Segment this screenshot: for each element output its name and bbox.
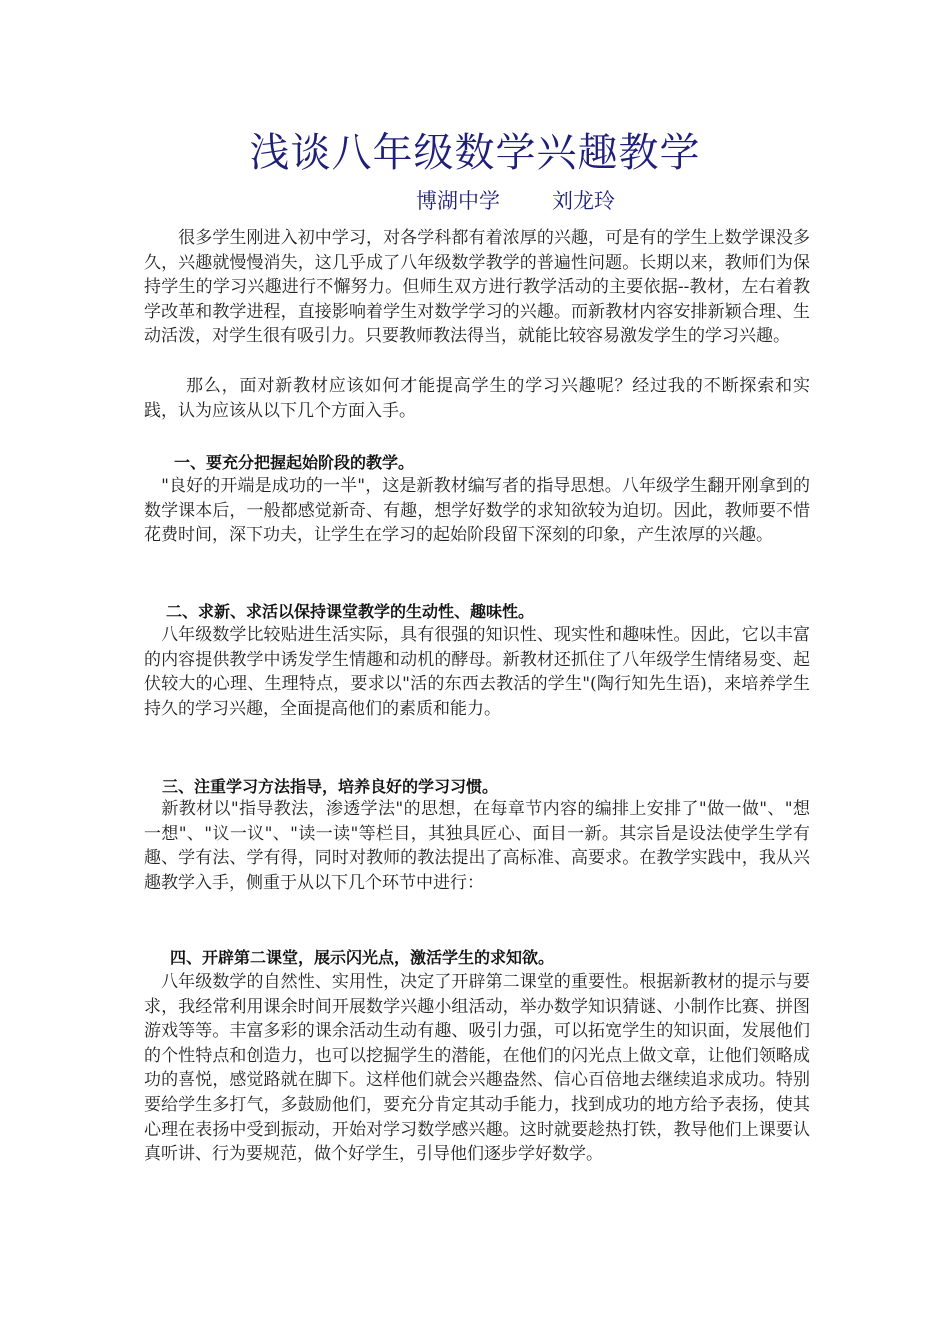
section-4-body: 八年级数学的自然性、实用性，决定了开辟第二课堂的重要性。根据新教材的提示与要求，我经常利用课余时间开展数学兴趣小组活动，举办数学知识猜谜、小制作比赛、拼图游戏等等。丰富多彩的课余活动生动有趣、吸引力强，可以拓宽学生的知识面，发展他们的个性特点和创造力，也可以挖掘学生的潜能，在他们的闪光点上做文章，让他们领略成功的喜悦，感觉路就在脚下。这样他们就会兴趣盎然、信心百倍地去继续追求成功。特别要给学生多打气，多鼓励他们，要充分肯定其动手能力，找到成功的地方给予表扬，使其心理在表扬中受到振动，开始对学习数学感兴趣。这时就要趁热打铁，教导他们上课要认真听讲、行为要规范，做个好学生，引导他们逐步学好数学。 bbox=[144, 972, 810, 1165]
section-1-heading: 一、要充分把握起始阶段的教学。 bbox=[174, 453, 415, 472]
intro-paragraph-2: 那么，面对新教材应该如何才能提高学生的学习兴趣呢？经过我的不断探索和实践，认为应该从以下几个方面入手。 bbox=[144, 376, 810, 421]
section-2-heading: 二、求新、求活以保持课堂教学的生动性、趣味性。 bbox=[166, 602, 535, 621]
intro-paragraph-1: 很多学生刚进入初中学习，对各学科都有着浓厚的兴趣，可是有的学生上数学课没多久，兴趣就慢慢消失，这几乎成了八年级数学教学的普遍性问题。长期以来，教师们为保持学生的学习兴趣进行不懈努力。但师生双方进行教学活动的主要依据--教材，左右着教学改革和教学进程，直接影响着学生对数学学习的兴趣。而新教材内容安排新颖合理、生动活泼，对学生很有吸引力。只要教师教法得当，就能比较容易激发学生的学习兴趣。 bbox=[144, 228, 810, 347]
document-title: 浅谈八年级数学兴趣教学 bbox=[249, 130, 701, 176]
section-4-heading: 四、开辟第二课堂，展示闪光点，激活学生的求知欲。 bbox=[170, 948, 555, 967]
section-3-body: 新教材以"指导教法，渗透学法"的思想，在每章节内容的编排上安排了"做一做"、"想一想"、"议一议"、"读一读"等栏目，其独具匠心、面目一新。其宗旨是设法使学生学有趣、学有法、学有得，同时对教师的教法提出了高标准、高要求。在教学实践中，我从兴趣教学入手，侧重于从以下几个环节中进行： bbox=[144, 799, 810, 893]
section-3-heading: 三、注重学习方法指导，培养良好的学习习惯。 bbox=[162, 777, 499, 796]
section-1-body: "良好的开端是成功的一半"，这是新教材编写者的指导思想。八年级学生翻开刚拿到的数学课本后，一般都感觉新奇、有趣，想学好数学的求知欲较为迫切。因此，教师要不惜花费时间，深下功夫，让学生在学习的起始阶段留下深刻的印象，产生浓厚的兴趣。 bbox=[144, 476, 810, 546]
byline bbox=[416, 186, 615, 216]
school-name: 博湖中学 bbox=[416, 189, 500, 213]
section-2-body: 八年级数学比较贴进生活实际，具有很强的知识性、现实性和趣味性。因此，它以丰富的内容提供教学中诱发学生情趣和动机的酵母。新教材还抓住了八年级学生情绪易变、起伏较大的心理、生理特点，要求以"活的东西去教活的学生"(陶行知先生语)，来培养学生持久的学习兴趣，全面提高他们的素质和能力。 bbox=[144, 625, 810, 719]
author-name: 刘龙玲 bbox=[552, 189, 615, 213]
